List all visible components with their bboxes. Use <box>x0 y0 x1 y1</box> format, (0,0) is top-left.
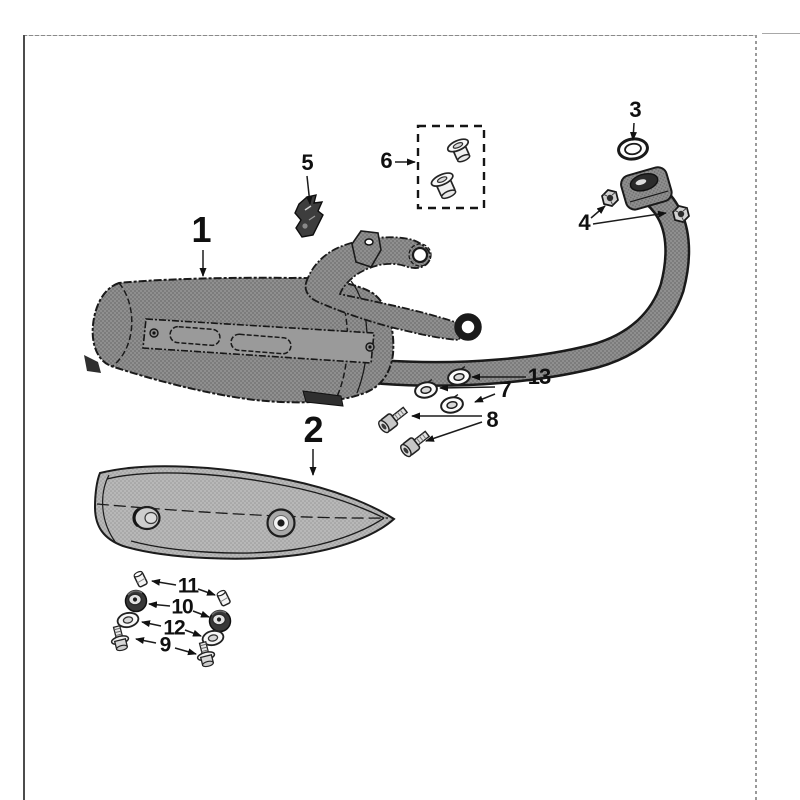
callout-2: 2 <box>303 409 323 450</box>
callout-4: 4 <box>578 210 590 235</box>
heat-shield <box>95 466 394 558</box>
muffler-left-tab <box>84 355 101 373</box>
callout-8: 8 <box>486 407 498 432</box>
callout-13: 13 <box>527 364 551 389</box>
heat-shield-hole-right <box>268 510 295 537</box>
grommet-10a <box>126 591 147 612</box>
callout-11: 11 <box>177 574 199 598</box>
callout-6: 6 <box>380 148 392 173</box>
gasket-ring <box>617 137 649 161</box>
washer-7b <box>439 394 464 415</box>
flange-nut-b <box>673 206 689 222</box>
kit-bushing-upper <box>446 137 475 165</box>
bracket-lower-eyelet <box>458 317 478 337</box>
callout-1: 1 <box>191 209 211 250</box>
callout-10: 10 <box>171 595 193 619</box>
bracket-upper-eyelet <box>413 248 427 262</box>
flange-nut-a <box>602 190 618 206</box>
screw-9a <box>108 624 131 652</box>
spacer-11b <box>216 589 230 606</box>
spacer-11a <box>133 570 147 587</box>
socket-bolt-8a <box>377 404 410 434</box>
callout-5: 5 <box>301 150 313 175</box>
callout-7: 7 <box>499 377 511 402</box>
callout-9: 9 <box>159 633 171 657</box>
callout-3: 3 <box>629 97 641 122</box>
kit-bushing-lower <box>430 170 461 201</box>
callout-12: 12 <box>163 616 185 640</box>
socket-bolt-8b <box>399 428 432 458</box>
heat-shield-hole-left <box>134 507 160 529</box>
grommet-10b <box>210 611 231 632</box>
hardware-kit-box <box>418 126 484 208</box>
